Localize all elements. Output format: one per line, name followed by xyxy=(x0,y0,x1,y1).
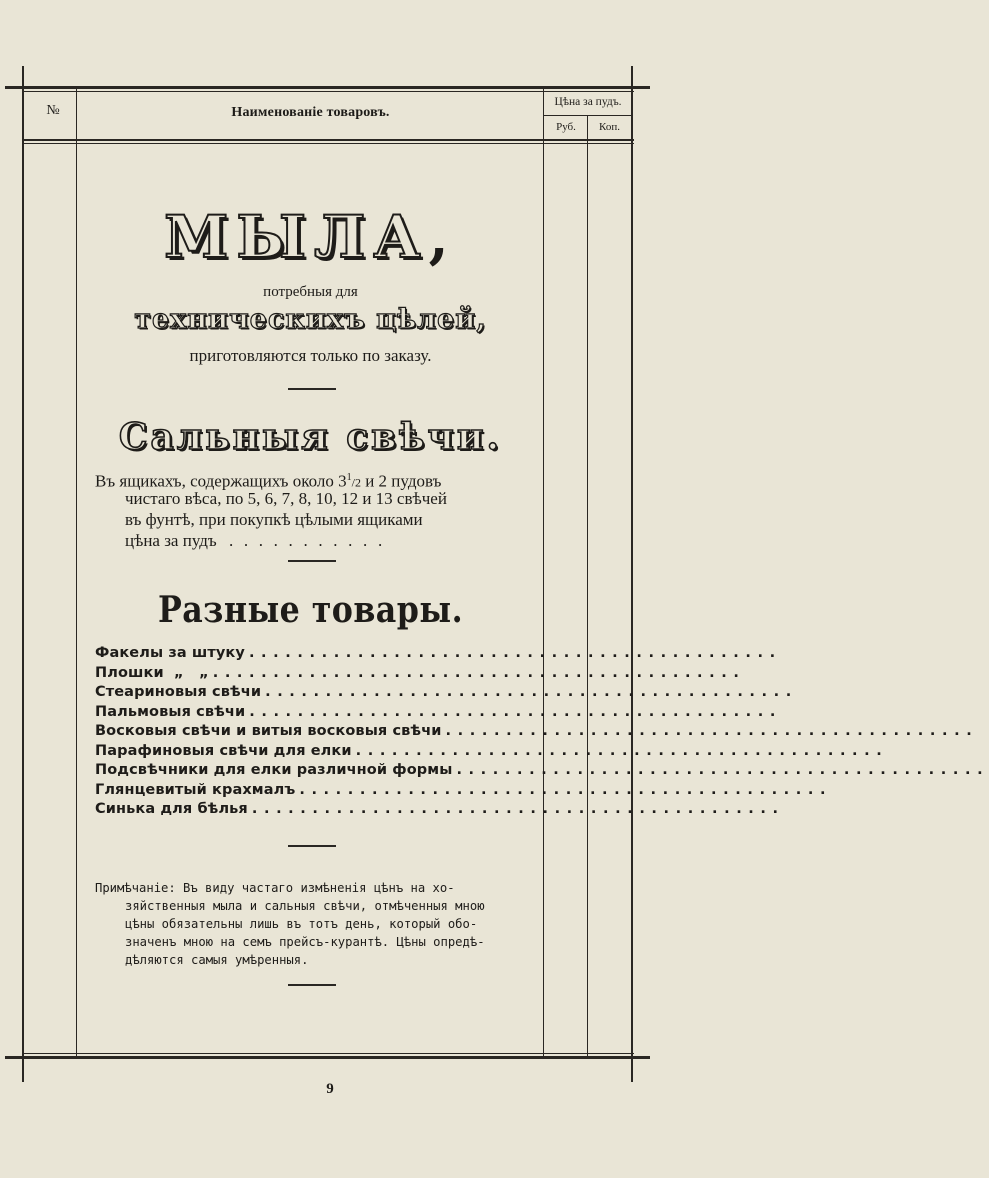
header-kopecks: Коп. xyxy=(599,121,620,133)
list-item xyxy=(95,801,785,821)
item-label: Пальмовыя свѣчи xyxy=(95,703,246,720)
item-leader: ............................................ xyxy=(265,684,798,700)
item-leader: ............................................ xyxy=(248,645,782,661)
soap-title xyxy=(78,203,543,271)
left-border xyxy=(22,66,24,1082)
item-leader: ............................................ xyxy=(299,781,833,798)
right-border xyxy=(631,66,633,1082)
item-leader: ............................................ xyxy=(212,664,746,681)
list-item xyxy=(95,742,889,763)
separator-2 xyxy=(288,560,336,562)
soap-title-text: МЫЛА xyxy=(164,203,429,271)
fraction-denominator: /2 xyxy=(351,475,361,490)
separator-1 xyxy=(288,388,336,390)
item-leader: ............................................ xyxy=(251,801,785,817)
candles-line-4 xyxy=(125,530,385,552)
item-label: Глянцевитый крахмалъ xyxy=(95,781,296,798)
list-item xyxy=(95,664,746,685)
note-line: цѣны обязательны лишь въ тотъ день, который обо- xyxy=(125,917,478,931)
header-goods-name: Наименованіе товаровъ. xyxy=(231,105,390,120)
note-block xyxy=(95,879,527,969)
list-item xyxy=(95,684,798,704)
item-label: Стеариновыя свѣчи xyxy=(95,684,262,700)
soap-subtitle-1: потребныя для xyxy=(263,284,358,300)
item-leader: ............................................ xyxy=(456,762,989,778)
soap-title-comma: , xyxy=(428,203,457,271)
misc-goods-title: Разные товары. xyxy=(157,589,464,631)
rub-kop-divider xyxy=(587,115,588,1056)
note-line: значенъ мною на семъ прейсъ-курантѣ. Цѣны опредѣ- xyxy=(125,935,485,949)
note-line: зяйственныя мыла и сальныя свѣчи, отмѣченныя мною xyxy=(125,899,485,913)
separator-3 xyxy=(288,845,336,847)
item-label: Плошки „ „ xyxy=(95,664,209,681)
item-leader: ............................................ xyxy=(249,703,782,720)
note-line: дѣляются самыя умѣренныя. xyxy=(125,953,309,967)
item-leader: ............................................ xyxy=(445,723,979,739)
list-item xyxy=(95,645,782,665)
item-label: Восковыя свѣчи и витыя восковыя свѣчи xyxy=(95,723,442,739)
name-col-divider xyxy=(543,89,544,1056)
soap-order-note: приготовляются только по заказу. xyxy=(189,346,432,365)
number-col-divider xyxy=(76,89,77,1056)
separator-4 xyxy=(288,984,336,986)
list-item xyxy=(95,723,979,743)
candles-title: Сальныя свѣчи. xyxy=(118,416,503,458)
list-item xyxy=(95,762,989,782)
soap-subtitle-technical: техническихъ цѣлей, xyxy=(134,304,487,335)
item-label: Факелы за штуку xyxy=(95,645,245,661)
item-label: Парафиновыя свѣчи для елки xyxy=(95,742,352,759)
item-label: Синька для бѣлья xyxy=(95,801,248,817)
bottom-rule xyxy=(5,1056,650,1059)
list-item xyxy=(95,781,833,802)
candles-line-1-text: Въ ящикахъ, содержащихъ около 3 xyxy=(95,471,347,491)
candles-price-label: цѣна за пудъ xyxy=(125,531,217,550)
header-number: № xyxy=(46,103,60,118)
item-label: Подсвѣчники для елки различной формы xyxy=(95,762,453,778)
note-line: Примѣчаніе: Въ виду частаго измѣненія цѣнъ на хо- xyxy=(95,881,455,895)
fraction-numerator: 1 xyxy=(346,472,352,483)
page-number: 9 xyxy=(326,1081,334,1097)
candles-leader: . . . . . . . . . . . xyxy=(228,531,386,550)
candles-line-1-tail: и 2 пудовъ xyxy=(360,471,442,491)
candles-line-2: чистаго вѣса, по 5, 6, 7, 8, 10, 12 и 13 свѣчей xyxy=(125,489,447,508)
top-rule xyxy=(5,86,650,89)
header-rubles: Руб. xyxy=(556,121,576,133)
candles-line-3: въ фунтѣ, при покупкѣ цѣлыми ящиками xyxy=(125,510,423,529)
misc-goods-list xyxy=(95,645,989,821)
header-price-per-pood: Цѣна за пудъ. xyxy=(554,96,622,108)
item-leader: ............................................ xyxy=(355,742,889,759)
list-item xyxy=(95,703,782,724)
price-subheader-rule xyxy=(543,115,633,116)
